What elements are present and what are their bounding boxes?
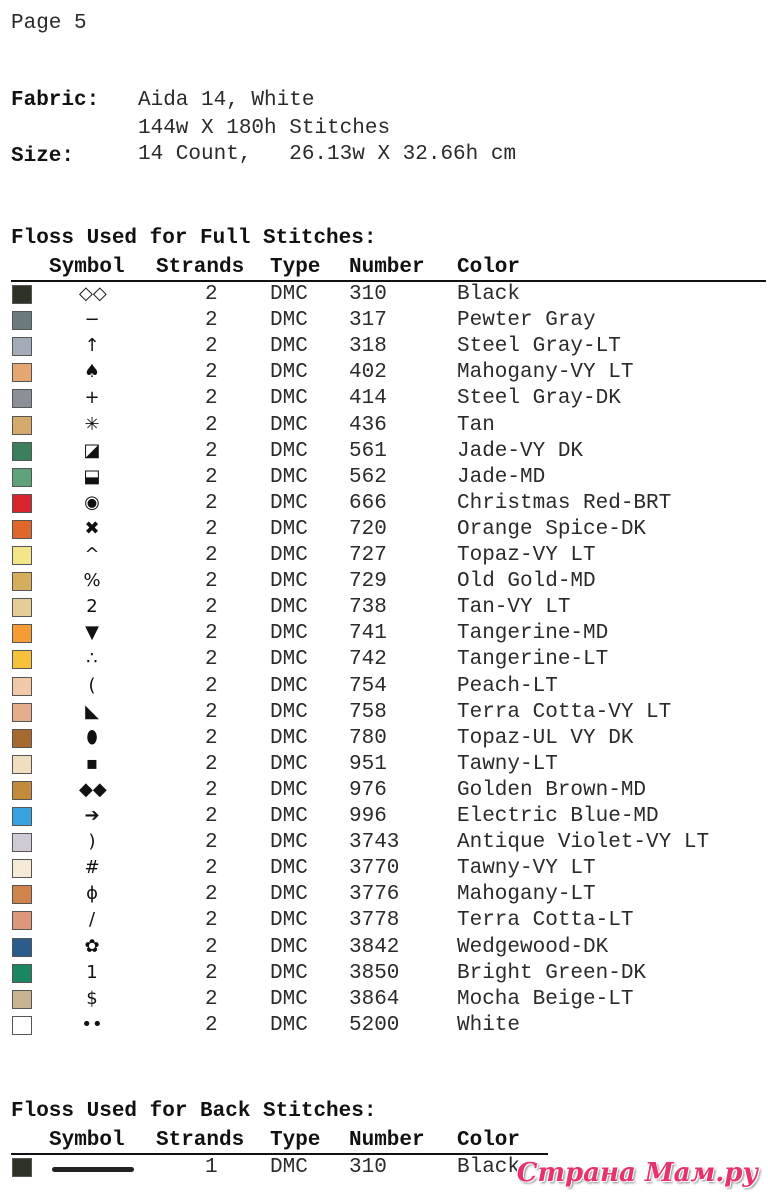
type-value: DMC — [270, 309, 308, 333]
color-name: Black — [457, 1156, 521, 1179]
fabric-value: Aida 14, White — [138, 89, 315, 112]
type-value: DMC — [270, 805, 308, 828]
type-value: DMC — [270, 361, 308, 385]
header-type: Type — [270, 1129, 321, 1152]
color-name: Topaz-UL VY DK — [457, 726, 634, 750]
strands-value: 2 — [205, 596, 218, 620]
stitch-symbol: % — [83, 570, 101, 592]
color-name: Steel Gray-DK — [457, 387, 621, 411]
strands-value: 2 — [205, 387, 218, 411]
strands-value: 2 — [205, 335, 218, 359]
table-row — [0, 909, 768, 935]
color-name: Tawny-VY LT — [457, 857, 596, 881]
color-swatch — [12, 363, 32, 382]
table-row — [0, 753, 768, 779]
number-value: 561 — [349, 439, 387, 463]
stitch-symbol: ▪ — [85, 752, 99, 774]
type-value: DMC — [270, 857, 308, 881]
color-swatch — [12, 781, 32, 800]
type-value: DMC — [270, 752, 308, 776]
color-swatch — [12, 729, 32, 748]
type-value: DMC — [270, 465, 308, 489]
stitch-symbol: ∴ — [86, 648, 98, 670]
header-color: Color — [457, 1129, 521, 1152]
color-swatch — [12, 572, 32, 591]
strands-value: 2 — [205, 439, 218, 463]
table-row — [0, 414, 768, 440]
number-value: 951 — [349, 752, 387, 776]
color-swatch — [12, 468, 32, 487]
color-swatch — [12, 416, 32, 435]
number-value: 562 — [349, 465, 387, 489]
number-value: 3850 — [349, 961, 400, 985]
type-value: DMC — [270, 387, 308, 411]
table-row — [0, 831, 768, 857]
header-number: Number — [349, 256, 425, 279]
type-value: DMC — [270, 335, 308, 359]
strands-value: 2 — [205, 909, 218, 933]
strands-value: 2 — [205, 361, 218, 385]
header-color: Color — [457, 256, 521, 279]
color-swatch — [12, 938, 32, 957]
header-symbol: Symbol — [49, 1129, 125, 1152]
back-header-rule — [11, 1153, 548, 1155]
stitch-symbol: ⬮ — [86, 726, 98, 748]
color-swatch — [12, 494, 32, 513]
color-name: Peach-LT — [457, 674, 558, 698]
fabric-stitches-value: 144w X 180h Stitches — [138, 117, 391, 140]
stitch-symbol: $ — [86, 987, 98, 1009]
number-value: 754 — [349, 674, 387, 698]
type-value: DMC — [270, 935, 308, 959]
type-value: DMC — [270, 909, 308, 933]
stitch-symbol: / — [88, 909, 96, 931]
table-row — [0, 596, 768, 622]
strands-value: 1 — [205, 1156, 218, 1179]
type-value: DMC — [270, 622, 308, 646]
number-value: 727 — [349, 544, 387, 567]
table-row — [0, 727, 768, 753]
color-name: Tawny-LT — [457, 752, 558, 776]
stitch-symbol: ◇◇ — [79, 283, 107, 304]
number-value: 3864 — [349, 987, 400, 1011]
type-value: DMC — [270, 439, 308, 463]
table-row — [0, 309, 768, 335]
table-row — [0, 622, 768, 648]
color-swatch — [12, 1016, 32, 1035]
table-row — [0, 1014, 768, 1040]
number-value: 402 — [349, 361, 387, 385]
header-rule — [11, 280, 766, 282]
color-name: Mahogany-VY LT — [457, 361, 634, 385]
strands-value: 2 — [205, 700, 218, 724]
type-value: DMC — [270, 674, 308, 698]
type-value: DMC — [270, 883, 308, 907]
number-value: 310 — [349, 283, 387, 306]
strands-value: 2 — [205, 883, 218, 907]
table-row — [0, 988, 768, 1014]
stitch-symbol: ⬓ — [83, 465, 101, 487]
stitch-symbol: •• — [81, 1013, 103, 1035]
stitch-symbol: ➔ — [84, 805, 100, 826]
header-number: Number — [349, 1129, 425, 1152]
number-value: 3743 — [349, 831, 400, 855]
strands-value: 2 — [205, 413, 218, 437]
color-name: Tan-VY LT — [457, 596, 571, 620]
number-value: 436 — [349, 413, 387, 437]
stitch-symbol: 2 — [86, 596, 98, 618]
table-row — [0, 648, 768, 674]
color-swatch — [12, 285, 32, 304]
type-value: DMC — [270, 700, 308, 724]
number-value: 317 — [349, 309, 387, 333]
color-name: Mahogany-LT — [457, 883, 596, 907]
strands-value: 2 — [205, 961, 218, 985]
stitch-symbol: ◣ — [85, 700, 99, 722]
type-value: DMC — [270, 283, 308, 306]
full-stitches-title: Floss Used for Full Stitches: — [11, 227, 377, 250]
strands-value: 2 — [205, 622, 218, 646]
strands-value: 2 — [205, 465, 218, 489]
color-name: Antique Violet-VY LT — [457, 831, 710, 855]
type-value: DMC — [270, 413, 308, 437]
color-swatch — [12, 546, 32, 565]
color-name: Pewter Gray — [457, 309, 596, 333]
number-value: 729 — [349, 570, 387, 594]
color-swatch — [12, 624, 32, 643]
type-value: DMC — [270, 1013, 308, 1037]
type-value: DMC — [270, 491, 308, 515]
color-swatch — [12, 389, 32, 408]
color-swatch — [12, 807, 32, 826]
color-swatch — [12, 337, 32, 356]
table-row — [0, 936, 768, 962]
type-value: DMC — [270, 726, 308, 750]
table-row — [0, 335, 768, 361]
color-name: Golden Brown-MD — [457, 778, 647, 802]
stitch-symbol: 1 — [86, 961, 98, 983]
color-swatch — [12, 1158, 32, 1177]
color-name: Jade-VY DK — [457, 439, 584, 463]
table-row — [0, 440, 768, 466]
stitch-symbol: ✖ — [84, 517, 100, 539]
table-row — [0, 675, 768, 701]
number-value: 996 — [349, 805, 387, 828]
table-row — [0, 283, 768, 309]
strands-value: 2 — [205, 987, 218, 1011]
color-swatch — [12, 677, 32, 696]
number-value: 976 — [349, 778, 387, 802]
table-row — [0, 466, 768, 492]
color-name: Tangerine-LT — [457, 648, 609, 672]
back-stitches-title: Floss Used for Back Stitches: — [11, 1100, 377, 1123]
color-name: Terra Cotta-LT — [457, 909, 634, 933]
number-value: 742 — [349, 648, 387, 672]
color-name: Black — [457, 283, 521, 306]
color-name: Terra Cotta-VY LT — [457, 700, 672, 724]
table-row — [0, 805, 768, 831]
stitch-symbol: ◆◆ — [79, 778, 107, 800]
number-value: 741 — [349, 622, 387, 646]
strands-value: 2 — [205, 1013, 218, 1037]
color-name: Wedgewood-DK — [457, 935, 609, 959]
stitch-symbol: ϕ — [86, 883, 98, 905]
type-value: DMC — [270, 517, 308, 541]
number-value: 3842 — [349, 935, 400, 959]
strands-value: 2 — [205, 726, 218, 750]
strands-value: 2 — [205, 857, 218, 881]
color-swatch — [12, 520, 32, 539]
strands-value: 2 — [205, 517, 218, 541]
stitch-symbol: ) — [88, 831, 96, 853]
type-value: DMC — [270, 831, 308, 855]
table-row — [0, 518, 768, 544]
color-swatch — [12, 650, 32, 669]
color-name: Mocha Beige-LT — [457, 987, 634, 1011]
number-value: 318 — [349, 335, 387, 359]
number-value: 3770 — [349, 857, 400, 881]
type-value: DMC — [270, 648, 308, 672]
header-strands: Strands — [156, 256, 245, 279]
color-swatch — [12, 859, 32, 878]
stitch-symbol: ✿ — [84, 935, 100, 957]
color-swatch — [12, 990, 32, 1009]
color-swatch — [12, 911, 32, 930]
size-value: 14 Count, 26.13w X 32.66h cm — [138, 143, 517, 166]
number-value: 738 — [349, 596, 387, 620]
stitch-symbol: # — [84, 857, 100, 879]
stitch-symbol: ↑ — [84, 335, 100, 357]
color-name: Christmas Red-BRT — [457, 491, 672, 515]
strands-value: 2 — [205, 935, 218, 959]
color-swatch — [12, 833, 32, 852]
watermark-logo: Страна Мам.ру — [516, 1158, 758, 1188]
number-value: 666 — [349, 491, 387, 515]
backstitch-line-symbol — [52, 1167, 134, 1172]
color-name: Topaz-VY LT — [457, 544, 596, 567]
strands-value: 2 — [205, 778, 218, 802]
strands-value: 2 — [205, 752, 218, 776]
stitch-symbol: ◉ — [84, 491, 100, 513]
type-value: DMC — [270, 596, 308, 620]
stitch-symbol: ◪ — [83, 439, 101, 461]
back-stitches-header — [0, 1129, 768, 1155]
table-row — [0, 361, 768, 387]
color-swatch — [12, 598, 32, 617]
strands-value: 2 — [205, 831, 218, 855]
number-value: 3778 — [349, 909, 400, 933]
color-name: Tan — [457, 413, 495, 437]
type-value: DMC — [270, 570, 308, 594]
stitch-symbol: − — [84, 309, 100, 331]
color-name: Steel Gray-LT — [457, 335, 621, 359]
color-name: Jade-MD — [457, 465, 546, 489]
color-swatch — [12, 755, 32, 774]
number-value: 780 — [349, 726, 387, 750]
number-value: 758 — [349, 700, 387, 724]
type-value: DMC — [270, 961, 308, 985]
size-label: Size: — [11, 145, 75, 168]
number-value: 5200 — [349, 1013, 400, 1037]
table-row — [0, 701, 768, 727]
table-row — [0, 570, 768, 596]
table-row — [0, 857, 768, 883]
color-name: Electric Blue-MD — [457, 805, 659, 828]
table-row — [0, 544, 768, 570]
stitch-symbol: ^ — [84, 544, 100, 565]
color-swatch — [12, 964, 32, 983]
number-value: 720 — [349, 517, 387, 541]
color-name: White — [457, 1013, 521, 1037]
stitch-symbol: ✳ — [84, 413, 100, 435]
table-row — [0, 387, 768, 413]
table-row — [0, 492, 768, 518]
type-value: DMC — [270, 544, 308, 567]
stitch-symbol: ( — [88, 674, 96, 696]
stitch-symbol: ▼ — [85, 622, 99, 644]
strands-value: 2 — [205, 544, 218, 567]
stitch-symbol: ♠ — [83, 361, 101, 383]
color-swatch — [12, 703, 32, 722]
header-symbol: Symbol — [49, 256, 125, 279]
full-stitches-header — [0, 256, 768, 282]
color-name: Bright Green-DK — [457, 961, 647, 985]
color-swatch — [12, 311, 32, 330]
color-name: Orange Spice-DK — [457, 517, 647, 541]
type-value: DMC — [270, 1156, 308, 1179]
color-name: Tangerine-MD — [457, 622, 609, 646]
table-row — [0, 962, 768, 988]
type-value: DMC — [270, 987, 308, 1011]
strands-value: 2 — [205, 570, 218, 594]
strands-value: 2 — [205, 805, 218, 828]
header-strands: Strands — [156, 1129, 245, 1152]
type-value: DMC — [270, 778, 308, 802]
strands-value: 2 — [205, 674, 218, 698]
table-row — [0, 779, 768, 805]
color-name: Old Gold-MD — [457, 570, 596, 594]
number-value: 3776 — [349, 883, 400, 907]
header-type: Type — [270, 256, 321, 279]
fabric-label: Fabric: — [11, 89, 100, 112]
page-number: Page 5 — [11, 12, 87, 35]
number-value: 414 — [349, 387, 387, 411]
strands-value: 2 — [205, 283, 218, 306]
color-swatch — [12, 885, 32, 904]
table-row — [0, 883, 768, 909]
strands-value: 2 — [205, 491, 218, 515]
number-value: 310 — [349, 1156, 387, 1179]
stitch-symbol: + — [84, 387, 100, 409]
strands-value: 2 — [205, 648, 218, 672]
strands-value: 2 — [205, 309, 218, 333]
color-swatch — [12, 442, 32, 461]
